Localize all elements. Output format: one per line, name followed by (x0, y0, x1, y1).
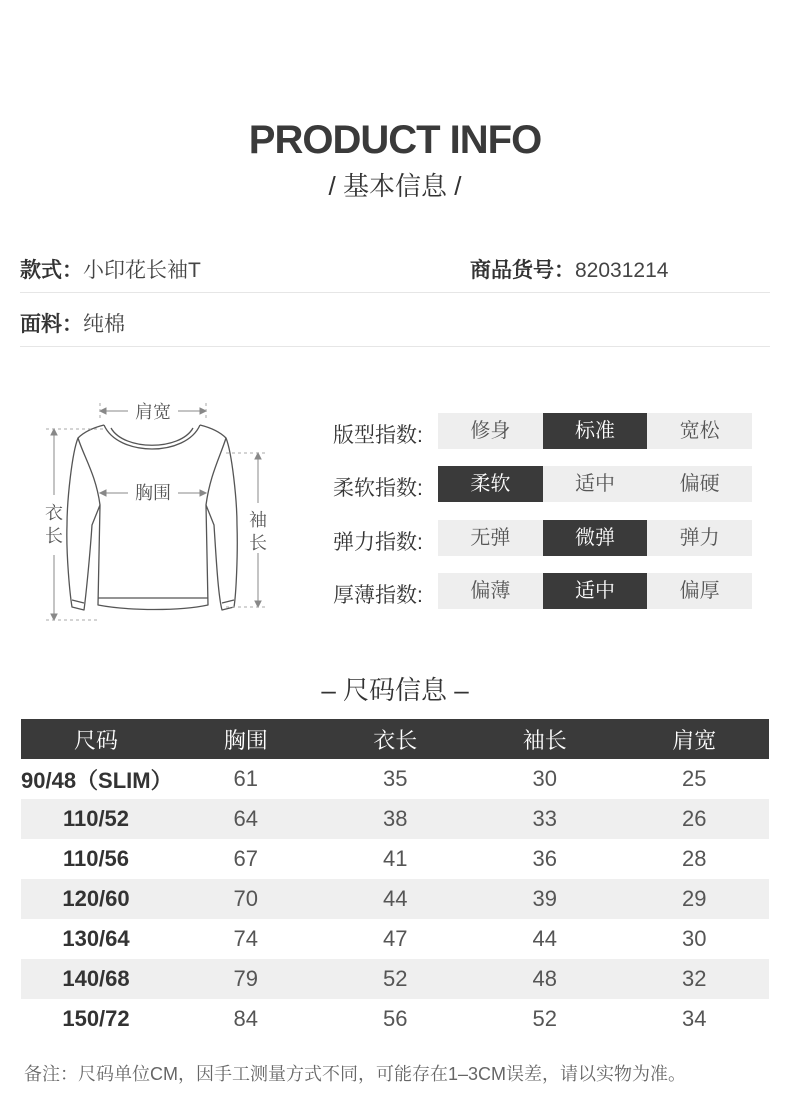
page-subtitle: / 基本信息 / (328, 171, 462, 201)
index-option: 微弹 (543, 520, 648, 556)
table-row (21, 879, 769, 919)
column-header: 肩宽 (620, 719, 770, 759)
table-cell: 30 (532, 766, 557, 791)
index-row-elasticity (333, 520, 753, 556)
fabric-label: 面料： (20, 313, 83, 336)
table-cell: 30 (682, 926, 707, 951)
table-cell: 84 (233, 1006, 258, 1031)
table-cell: 74 (233, 926, 258, 951)
table-cell: 34 (682, 1006, 707, 1031)
size-cell: 90/48（SLIM） (21, 767, 173, 793)
index-option: 偏硬 (647, 466, 752, 502)
column-header: 袖长 (470, 719, 620, 759)
table-cell: 25 (682, 766, 707, 791)
size-cell: 110/52 (21, 799, 171, 839)
index-option: 柔软 (438, 466, 543, 502)
footnote: 备注：尺码单位CM，因手工测量方式不同，可能存在1–3CM误差，请以实物为准。 (24, 1064, 687, 1084)
index-option: 标准 (543, 413, 648, 449)
index-options (438, 413, 752, 449)
fabric-info (20, 308, 125, 338)
fabric-value: 纯棉 (83, 313, 125, 336)
chest-label: 胸围 (135, 483, 171, 504)
index-option: 弹力 (647, 520, 752, 556)
index-options (438, 466, 752, 502)
size-table (21, 719, 769, 1039)
table-cell: 70 (171, 879, 321, 919)
index-row-thickness (333, 573, 753, 609)
table-cell: 52 (532, 1006, 557, 1031)
table-cell: 35 (383, 766, 408, 791)
size-cell: 110/56 (62, 846, 130, 871)
style-value: 小印花长袖T (83, 259, 201, 282)
table-cell: 29 (620, 879, 770, 919)
table-cell: 39 (470, 879, 620, 919)
table-row (21, 959, 769, 999)
table-cell: 47 (383, 926, 408, 951)
table-cell: 48 (470, 959, 620, 999)
index-option: 宽松 (647, 413, 752, 449)
sweater-icon (67, 425, 237, 610)
index-label: 柔软指数: (333, 477, 423, 500)
index-label: 厚薄指数: (333, 584, 423, 607)
table-cell: 44 (532, 926, 557, 951)
table-header-row (21, 719, 769, 759)
table-cell: 33 (470, 799, 620, 839)
index-option: 无弹 (438, 520, 543, 556)
length-label-bottom: 长 (45, 526, 63, 547)
table-cell: 52 (321, 959, 471, 999)
table-row (21, 919, 769, 959)
table-row (21, 839, 769, 879)
index-options (438, 520, 752, 556)
length-label-top: 衣 (45, 503, 63, 524)
style-label: 款式： (20, 259, 83, 282)
size-cell: 130/64 (62, 926, 130, 951)
page-title: PRODUCT INFO (248, 118, 542, 162)
table-cell: 64 (171, 799, 321, 839)
sleeve-label-bottom: 长 (249, 533, 267, 554)
size-cell: 140/68 (21, 959, 171, 999)
table-cell: 79 (171, 959, 321, 999)
column-header: 胸围 (171, 719, 321, 759)
index-row-softness (333, 466, 753, 502)
table-row (21, 799, 769, 839)
table-cell: 38 (321, 799, 471, 839)
column-header: 尺码 (21, 719, 171, 759)
index-label: 弹力指数: (333, 531, 423, 554)
size-cell: 150/72 (62, 1006, 130, 1031)
info-row-fabric (20, 294, 770, 347)
table-row (21, 759, 769, 799)
info-row-style (20, 240, 770, 293)
table-cell: 41 (383, 846, 408, 871)
index-option: 偏薄 (438, 573, 543, 609)
sleeve-label-top: 袖 (249, 510, 267, 531)
size-section-title: – 尺码信息 – (321, 675, 469, 705)
index-row-fit (333, 413, 753, 449)
table-cell: 28 (682, 846, 707, 871)
index-label: 版型指数: (333, 424, 423, 447)
style-info (20, 254, 201, 284)
table-cell: 26 (620, 799, 770, 839)
index-options (438, 573, 752, 609)
table-cell: 36 (532, 846, 557, 871)
table-row (21, 999, 769, 1039)
column-header: 衣长 (321, 719, 471, 759)
table-cell: 67 (233, 846, 258, 871)
sku-value: 82031214 (575, 259, 669, 282)
garment-measure-diagram (20, 395, 280, 630)
table-cell: 56 (383, 1006, 408, 1031)
table-cell: 61 (233, 766, 258, 791)
sku-label: 商品货号： (470, 259, 575, 282)
index-option: 偏厚 (647, 573, 752, 609)
size-cell: 120/60 (21, 879, 171, 919)
index-option: 修身 (438, 413, 543, 449)
table-cell: 44 (321, 879, 471, 919)
table-cell: 32 (620, 959, 770, 999)
index-option: 适中 (543, 466, 648, 502)
sku-info (470, 254, 668, 284)
index-option: 适中 (543, 573, 648, 609)
shoulder-label: 肩宽 (135, 402, 171, 423)
